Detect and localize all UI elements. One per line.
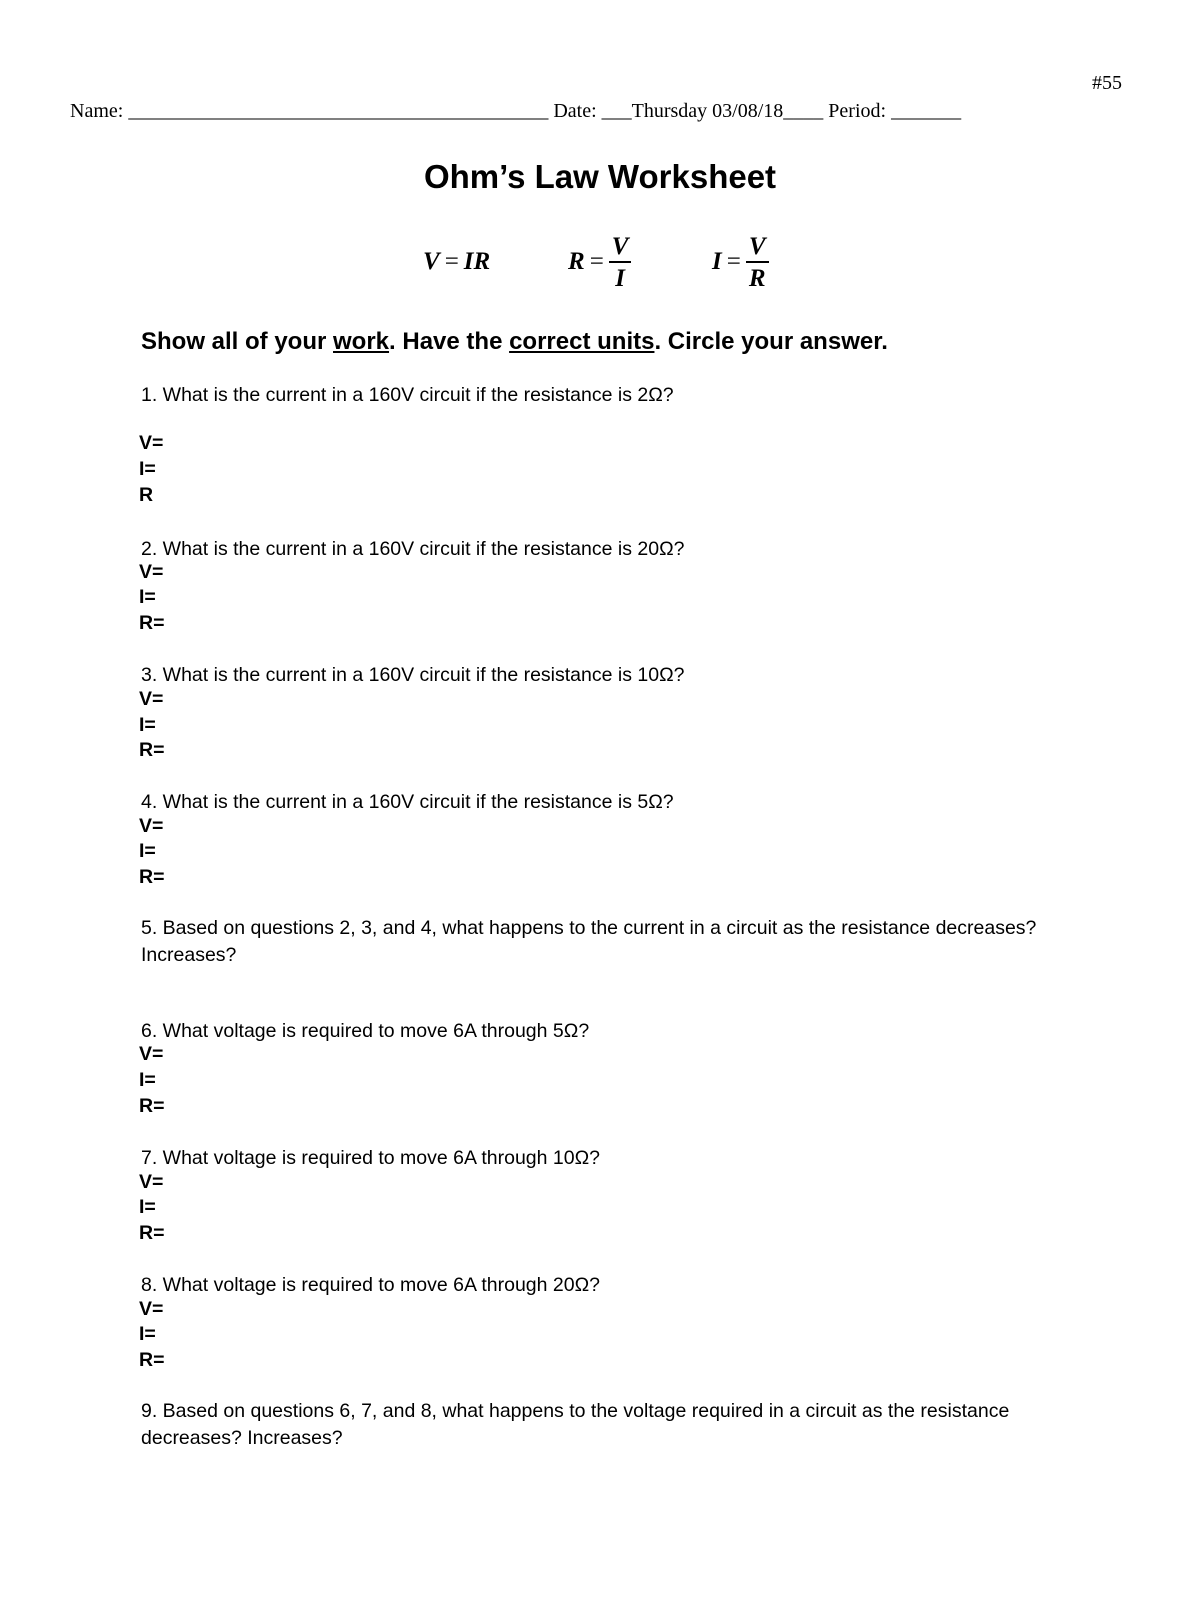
fraction bbox=[746, 234, 769, 291]
answer-label-r: R= bbox=[139, 1095, 165, 1117]
formula-lhs: V bbox=[423, 248, 440, 275]
fraction-denominator: I bbox=[615, 264, 625, 292]
instructions-text: . Have the bbox=[389, 328, 510, 355]
answer-label-i: I= bbox=[139, 1196, 156, 1218]
formula-i-equals-v-over-r bbox=[712, 228, 769, 296]
fraction-denominator: R bbox=[748, 264, 766, 292]
question-8: 8. What voltage is required to move 6A through 20Ω? bbox=[141, 1274, 601, 1296]
answer-label-r: R bbox=[139, 484, 154, 506]
date-value: ___Thursday 03/08/18____ bbox=[601, 100, 824, 122]
formula-rhs: IR bbox=[463, 248, 491, 275]
page-number: #55 bbox=[1092, 72, 1122, 94]
answer-label-v: V= bbox=[139, 561, 164, 583]
formula-lhs: R bbox=[568, 248, 585, 275]
answer-label-r: R= bbox=[139, 739, 165, 761]
instructions-emphasis-units: correct units bbox=[509, 328, 655, 355]
question-6: 6. What voltage is required to move 6A through 5Ω? bbox=[141, 1020, 590, 1042]
answer-label-v: V= bbox=[139, 1171, 164, 1193]
instructions bbox=[141, 328, 888, 356]
answer-label-r: R= bbox=[139, 1222, 165, 1244]
name-blank[interactable]: __________________________________________ bbox=[128, 100, 549, 122]
formula-row bbox=[0, 228, 1200, 298]
answer-label-i: I= bbox=[139, 458, 156, 480]
instructions-text: Show all of your bbox=[141, 328, 334, 355]
formula-lhs: I bbox=[712, 248, 722, 275]
date-label: Date: bbox=[553, 100, 597, 122]
answer-label-i: I= bbox=[139, 1323, 156, 1345]
answer-label-i: I= bbox=[139, 840, 156, 862]
fraction bbox=[609, 234, 632, 291]
formula-equals: = bbox=[444, 248, 459, 275]
fraction-numerator: V bbox=[746, 234, 769, 263]
answer-label-v: V= bbox=[139, 688, 164, 710]
answer-label-v: V= bbox=[139, 815, 164, 837]
instructions-text: . Circle your answer. bbox=[654, 328, 888, 355]
period-label: Period: bbox=[828, 100, 887, 122]
formula-r-equals-v-over-i bbox=[568, 228, 631, 296]
answer-label-i: I= bbox=[139, 714, 156, 736]
answer-label-i: I= bbox=[139, 586, 156, 608]
instructions-emphasis-work: work bbox=[333, 328, 390, 355]
answer-label-r: R= bbox=[139, 612, 165, 634]
question-4: 4. What is the current in a 160V circuit if the resistance is 5Ω? bbox=[141, 791, 674, 813]
question-3: 3. What is the current in a 160V circuit if the resistance is 10Ω? bbox=[141, 664, 685, 686]
question-1: 1. What is the current in a 160V circuit if the resistance is 2Ω? bbox=[141, 384, 674, 406]
question-7: 7. What voltage is required to move 6A through 10Ω? bbox=[141, 1147, 601, 1169]
answer-label-i: I= bbox=[139, 1069, 156, 1091]
answer-label-v: V= bbox=[139, 432, 164, 454]
question-2: 2. What is the current in a 160V circuit if the resistance is 20Ω? bbox=[141, 538, 685, 560]
formula-v-equals-ir bbox=[423, 228, 490, 296]
header-line bbox=[70, 100, 961, 123]
formula-equals: = bbox=[589, 248, 604, 275]
fraction-numerator: V bbox=[609, 234, 632, 263]
question-9: 9. Based on questions 6, 7, and 8, what happens to the voltage required in a circuit as the resistance decreases? Increases? bbox=[141, 1400, 1010, 1449]
answer-label-v: V= bbox=[139, 1298, 164, 1320]
question-5: 5. Based on questions 2, 3, and 4, what happens to the current in a circuit as the resistance decreases? Increases? bbox=[141, 917, 1037, 966]
formula-equals: = bbox=[726, 248, 741, 275]
name-label: Name: bbox=[70, 100, 124, 122]
answer-label-r: R= bbox=[139, 866, 165, 888]
worksheet-title: Ohm’s Law Worksheet bbox=[423, 158, 777, 195]
period-blank[interactable]: _______ bbox=[891, 100, 962, 122]
answer-label-r: R= bbox=[139, 1349, 165, 1371]
answer-label-v: V= bbox=[139, 1043, 164, 1065]
